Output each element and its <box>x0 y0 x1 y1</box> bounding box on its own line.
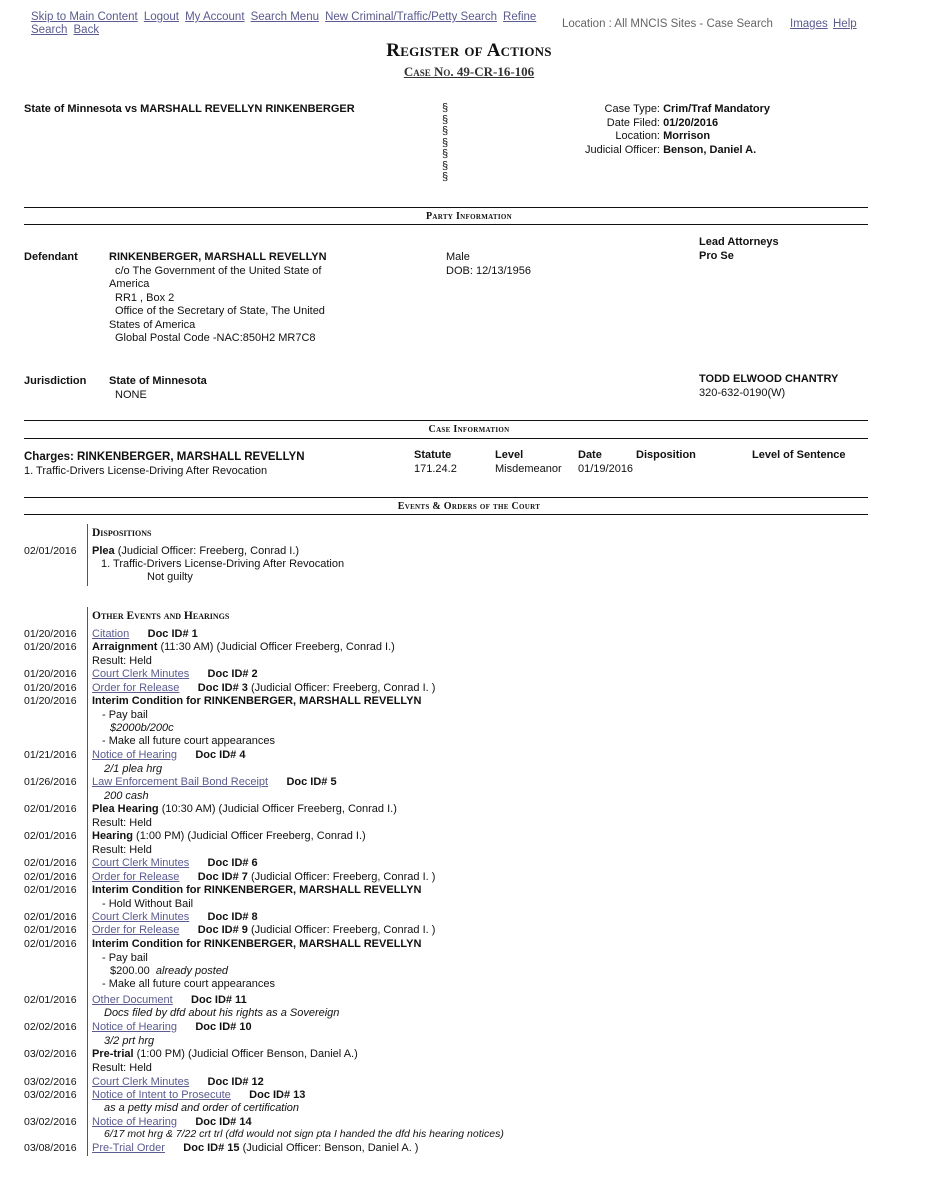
defendant-demographics: Male DOB: 12/13/1956 <box>446 251 532 277</box>
order-for-release-link[interactable]: Order for Release <box>92 924 180 936</box>
party-section-title: Party Information <box>425 211 513 222</box>
event-date: 02/01/2016 <box>24 911 77 923</box>
divider <box>24 438 868 439</box>
event-date: 03/02/2016 <box>24 1116 77 1128</box>
citation-link[interactable]: Citation <box>92 628 130 640</box>
event-date: 02/01/2016 <box>24 994 77 1006</box>
event-date: 02/01/2016 <box>24 830 77 842</box>
event-row: Notice of Hearing Doc ID# 4 <box>92 749 246 761</box>
notice-of-hearing-link[interactable]: Notice of Hearing <box>92 1021 177 1033</box>
case-summary: Case Type: Crim/Traf Mandatory Date Filed: 01/20/2016 Location: Morrison Judicial Officer: Benson, Daniel A. <box>585 103 771 156</box>
images-link[interactable]: Images <box>790 18 828 30</box>
case-section-title: Case Information <box>428 424 510 435</box>
divider <box>24 514 868 515</box>
event-date: 03/02/2016 <box>24 1089 77 1101</box>
event-result: Result: Held <box>92 655 152 667</box>
divider <box>24 420 868 421</box>
event-detail: 3/2 prt hrg <box>104 1035 155 1047</box>
event-date: 01/20/2016 <box>24 695 77 707</box>
event-row: Order for Release Doc ID# 3 (Judicial Officer: Freeberg, Conrad I. ) <box>92 682 436 694</box>
new-search-link[interactable]: New Criminal/Traffic/Petty Search <box>325 11 497 23</box>
event-date: 01/20/2016 <box>24 682 77 694</box>
charge-level: Misdemeanor <box>495 463 562 475</box>
event-row: Notice of Intent to Prosecute Doc ID# 13 <box>92 1089 306 1101</box>
event-date: 02/01/2016 <box>24 884 77 896</box>
charge-date: 01/19/2016 <box>578 463 634 475</box>
event-detail: 200 cash <box>104 790 149 802</box>
disposition-charge: 1. Traffic-Drivers License-Driving After Revocation <box>101 558 345 570</box>
event-date: 01/20/2016 <box>24 668 77 680</box>
event-date: 03/02/2016 <box>24 1076 77 1088</box>
events-section-title: Events & Orders of the Court <box>397 501 541 512</box>
defendant-name: RINKENBERGER, MARSHALL REVELLYN <box>109 251 327 263</box>
court-clerk-minutes-link[interactable]: Court Clerk Minutes <box>92 857 190 869</box>
order-for-release-link[interactable]: Order for Release <box>92 682 180 694</box>
col-disposition: Disposition <box>636 449 696 461</box>
jurisdiction-label: Jurisdiction <box>24 375 87 387</box>
disposition-result: Not guilty <box>147 571 193 583</box>
section-symbols: § § § § § § § <box>442 102 449 183</box>
event-row: Court Clerk Minutes Doc ID# 6 <box>92 857 258 869</box>
other-events-heading: Other Events and Hearings <box>92 610 230 622</box>
event-row: Interim Condition for RINKENBERGER, MARSHALL REVELLYN <box>92 695 422 707</box>
event-date: 03/08/2016 <box>24 1142 77 1154</box>
event-detail: 6/17 mot hrg & 7/22 crt trl (dfd would not sign pta I handed the dfd his hearing notices) <box>104 1128 504 1140</box>
event-row: Hearing (1:00 PM) (Judicial Officer Freeberg, Conrad I.) <box>92 830 366 842</box>
jurisdiction-block: State of Minnesota NONE <box>109 375 207 401</box>
event-row: Court Clerk Minutes Doc ID# 8 <box>92 911 258 923</box>
event-date: 01/21/2016 <box>24 749 77 761</box>
event-row: Court Clerk Minutes Doc ID# 12 <box>92 1076 264 1088</box>
event-detail: Docs filed by dfd about his rights as a Sovereign <box>104 1007 340 1019</box>
event-detail: - Make all future court appearances <box>102 735 276 747</box>
jurisdiction-attorney: TODD ELWOOD CHANTRY 320-632-0190(W) <box>699 373 839 399</box>
search-menu-link[interactable]: Search Menu <box>250 11 319 23</box>
notice-of-hearing-link[interactable]: Notice of Hearing <box>92 1116 177 1128</box>
event-detail: - Pay bail <box>102 709 148 721</box>
disposition-date: 02/01/2016 <box>24 545 77 557</box>
event-detail: - Make all future court appearances <box>102 978 276 990</box>
disposition-plea: Plea (Judicial Officer: Freeberg, Conrad I.) <box>92 545 300 557</box>
event-row: Pre-trial (1:00 PM) (Judicial Officer Benson, Daniel A.) <box>92 1048 358 1060</box>
event-date: 02/02/2016 <box>24 1021 77 1033</box>
event-date: 01/26/2016 <box>24 776 77 788</box>
event-date: 01/20/2016 <box>24 628 77 640</box>
court-clerk-minutes-link[interactable]: Court Clerk Minutes <box>92 911 190 923</box>
event-row: Order for Release Doc ID# 9 (Judicial Officer: Freeberg, Conrad I. ) <box>92 924 436 936</box>
event-result: Result: Held <box>92 844 152 856</box>
event-date: 02/01/2016 <box>24 871 77 883</box>
refine-link[interactable]: Refine <box>503 11 537 23</box>
event-row: Other Document Doc ID# 11 <box>92 994 247 1006</box>
event-row: Citation Doc ID# 1 <box>92 628 198 640</box>
event-date: 02/01/2016 <box>24 803 77 815</box>
charge-description: 1. Traffic-Drivers License-Driving After Revocation <box>24 465 268 477</box>
event-date: 02/01/2016 <box>24 924 77 936</box>
charge-statute: 171.24.2 <box>414 463 457 475</box>
judicial-officer-value: Benson, Daniel A. <box>663 143 757 156</box>
skip-to-main-link[interactable]: Skip to Main Content <box>31 11 138 23</box>
event-row: Plea Hearing (10:30 AM) (Judicial Officer Freeberg, Conrad I.) <box>92 803 397 815</box>
event-result: Result: Held <box>92 817 152 829</box>
event-date: 03/02/2016 <box>24 1048 77 1060</box>
event-detail: 2/1 plea hrg <box>104 763 163 775</box>
case-number: Case No. 49-CR-16-106 <box>403 64 535 79</box>
notice-of-hearing-link[interactable]: Notice of Hearing <box>92 749 177 761</box>
dispositions-heading: Dispositions <box>92 527 152 539</box>
divider <box>24 497 868 498</box>
notice-of-intent-link[interactable]: Notice of Intent to Prosecute <box>92 1089 231 1101</box>
defendant-attorney: Pro Se <box>699 250 734 262</box>
col-level: Level <box>495 449 524 461</box>
lead-attorneys-label: Lead Attorneys <box>699 236 779 248</box>
divider <box>24 224 868 225</box>
event-detail: - Pay bail <box>102 952 148 964</box>
col-sentence: Level of Sentence <box>752 449 846 461</box>
defendant-block: RINKENBERGER, MARSHALL REVELLYN c/o The Government of the United State of America RR1 , Box 2 Office of the Secretary of State, The United States of America Global Postal Code -NAC:850H2 MR7C8 <box>109 251 369 346</box>
event-row: Order for Release Doc ID# 7 (Judicial Officer: Freeberg, Conrad I. ) <box>92 871 436 883</box>
top-nav <box>31 11 551 37</box>
logout-link[interactable]: Logout <box>143 11 180 23</box>
location-value: Morrison <box>663 130 711 142</box>
event-row: Notice of Hearing Doc ID# 14 <box>92 1116 252 1128</box>
event-result: Result: Held <box>92 1062 152 1074</box>
col-date: Date <box>578 449 602 461</box>
back-link[interactable]: Back <box>73 24 100 36</box>
pre-trial-order-link[interactable]: Pre-Trial Order <box>92 1142 165 1154</box>
case-caption: State of Minnesota vs MARSHALL REVELLYN RINKENBERGER <box>24 103 355 115</box>
my-account-link[interactable]: My Account <box>185 11 245 23</box>
case-type-value: Crim/Traf Mandatory <box>663 103 771 115</box>
bail-bond-receipt-link[interactable]: Law Enforcement Bail Bond Receipt <box>92 776 269 788</box>
event-row: Interim Condition for RINKENBERGER, MARSHALL REVELLYN <box>92 938 422 950</box>
refine-search-link[interactable]: Search <box>31 24 68 36</box>
event-row: Law Enforcement Bail Bond Receipt Doc ID# 5 <box>92 776 337 788</box>
event-row: Interim Condition for RINKENBERGER, MARSHALL REVELLYN <box>92 884 422 896</box>
event-row: Notice of Hearing Doc ID# 10 <box>92 1021 252 1033</box>
divider <box>24 207 868 208</box>
event-date: 02/01/2016 <box>24 938 77 950</box>
event-date: 01/20/2016 <box>24 641 77 653</box>
event-date: 02/01/2016 <box>24 857 77 869</box>
date-filed-value: 01/20/2016 <box>663 116 719 129</box>
event-detail: as a petty misd and order of certification <box>104 1102 300 1114</box>
event-row: Pre-Trial Order Doc ID# 15 (Judicial Officer: Benson, Daniel A. ) <box>92 1142 419 1154</box>
events-rule <box>87 524 88 586</box>
event-detail: $2000b/200c <box>110 722 174 734</box>
court-clerk-minutes-link[interactable]: Court Clerk Minutes <box>92 668 190 680</box>
court-clerk-minutes-link[interactable]: Court Clerk Minutes <box>92 1076 190 1088</box>
event-detail: $200.00 already posted <box>110 965 229 977</box>
charges-heading: Charges: RINKENBERGER, MARSHALL REVELLYN <box>24 451 305 463</box>
event-row: Court Clerk Minutes Doc ID# 2 <box>92 668 258 680</box>
defendant-label: Defendant <box>24 251 78 263</box>
page-title: Register of Actions <box>386 40 552 61</box>
event-row: Arraignment (11:30 AM) (Judicial Officer Freeberg, Conrad I.) <box>92 641 395 653</box>
other-document-link[interactable]: Other Document <box>92 994 173 1006</box>
order-for-release-link[interactable]: Order for Release <box>92 871 180 883</box>
event-detail: - Hold Without Bail <box>102 898 194 910</box>
col-statute: Statute <box>414 449 452 461</box>
location-text: Location : All MNCIS Sites - Case Search <box>562 18 773 30</box>
events-rule <box>87 607 88 1156</box>
help-link[interactable]: Help <box>833 18 857 30</box>
